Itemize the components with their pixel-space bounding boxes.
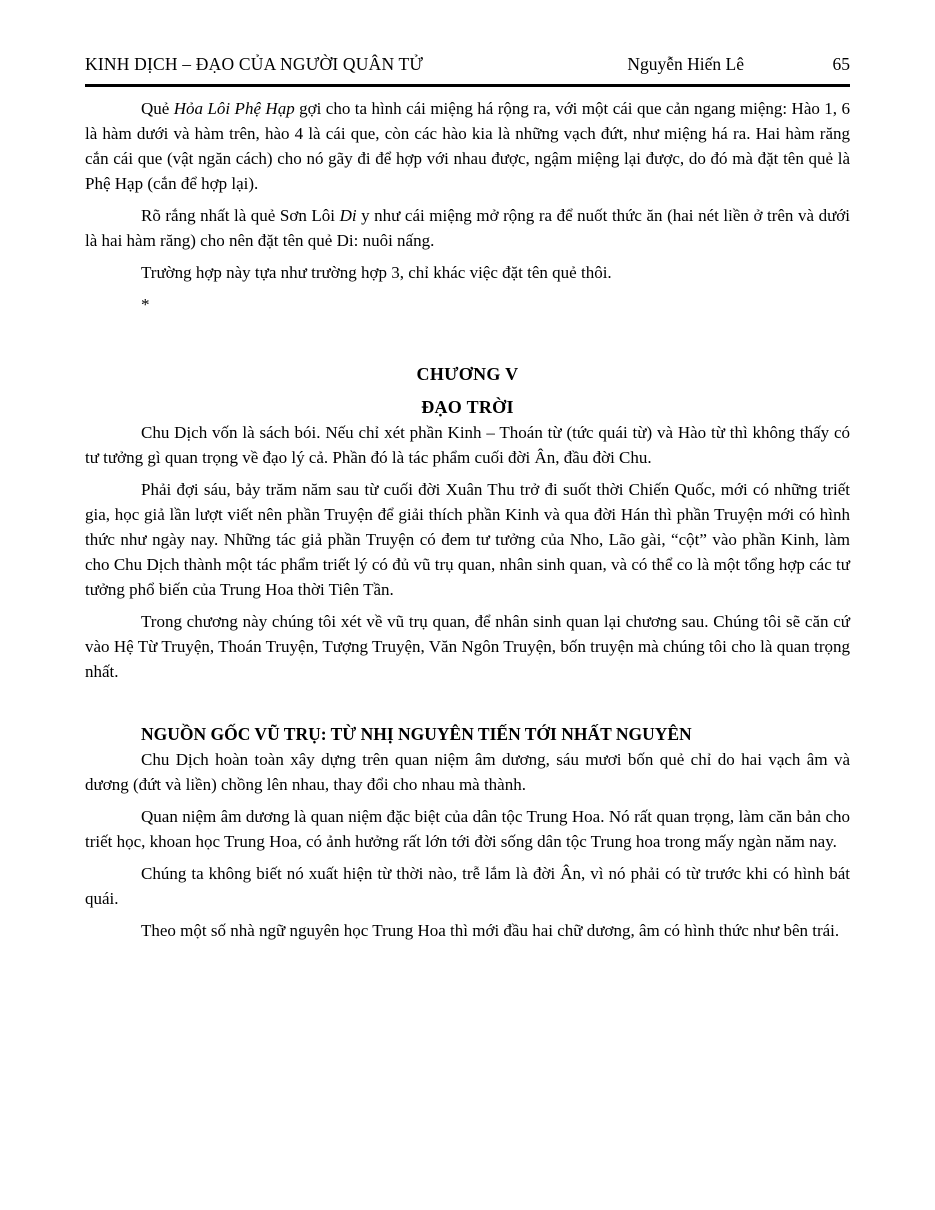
paragraph-text: y như cái miệng mở rộng ra để nuốt thức ăn (hai nét liền ở trên và dưới là hai hàm răng) cho nên đặt tên quẻ Di: nuôi nấng. (85, 206, 850, 250)
paragraph-son-loi-di (85, 203, 850, 253)
paragraph-quan-niem: Quan niệm âm dương là quan niệm đặc biệt của dân tộc Trung Hoa. Nó rất quan trọng, làm căn bản cho triết học, khoan học Trung Hoa, có ảnh hưởng rất lớn tới đời sống dân tộc Trung hoa trong mấy ngàn năm nay. (85, 807, 850, 851)
chapter-title: CHƯƠNG V (416, 364, 519, 384)
paragraph-text: Rõ rắng nhất là quẻ Sơn Lôi (141, 206, 340, 225)
paragraph-chu-dich-von: Chu Dịch vốn là sách bói. Nếu chỉ xét phần Kinh – Thoán từ (tức quái từ) và Hào từ thì không thấy có tư tưởng gì quan trọng về đạo lý cả. Phần đó là tác phẩm cuối đời Ân, đầu đời Chu. (85, 423, 850, 467)
chapter-subtitle: ĐẠO TRỜI (421, 397, 514, 417)
running-header (85, 0, 850, 75)
paragraph-text: Quẻ (141, 99, 174, 118)
paragraph-chu-dich-hoan-toan: Chu Dịch hoàn toàn xây dựng trên quan niệm âm dương, sáu mươi bốn quẻ chỉ do hai vạch âm và dương (đứt và liền) chồng lên nhau, thay đổi cho nhau mà thành. (85, 750, 850, 794)
chapter-heading-block (85, 362, 850, 420)
hexagram-name-italic: Di (339, 206, 357, 225)
paragraph-chung-ta: Chúng ta không biết nó xuất hiện từ thời nào, trễ lắm là đời Ân, vì nó phải có từ trước khi có hình bát quái. (85, 864, 850, 908)
paragraph-text: gợi cho ta hình cái miệng há rộng ra, với một cái que cản ngang miệng: Hào 1, 6 là hàm dưới và hàm trên, hào 4 là cái que, còn các hào kia là những vạch đứt, như miệng há ra. Hai hàm răng cắn cái que (vật ngăn cách) cho nó gãy đi để hợp với nhau được, ngậm miệng lại được, do đó mà đặt tên quẻ là Phệ Hạp (cắn để hợp lại). (85, 99, 850, 193)
hexagram-name-italic: Hỏa Lôi Phệ Hạp (173, 99, 295, 118)
page-number: 65 (832, 54, 850, 74)
section-heading: NGUỒN GỐC VŨ TRỤ: TỪ NHỊ NGUYÊN TIẾN TỚI NHẤT NGUYÊN (141, 724, 692, 744)
page-body (85, 87, 850, 943)
paragraph-phe-hap (85, 96, 850, 196)
book-title: KINH DỊCH – ĐẠO CỦA NGƯỜI QUÂN TỬ (85, 54, 424, 74)
paragraph-theo-mot-so: Theo một số nhà ngữ nguyên học Trung Hoa thì mới đầu hai chữ dương, âm có hình thức như bên trái. (141, 921, 840, 940)
paragraph-truong-hop: Trường hợp này tựa như trường hợp 3, chỉ khác việc đặt tên quẻ thôi. (141, 263, 612, 282)
paragraph-trong-chuong: Trong chương này chúng tôi xét về vũ trụ quan, để nhân sinh quan lại chương sau. Chúng tôi sẽ căn cứ vào Hệ Từ Truyện, Thoán Truyện, Tượng Truyện, Văn Ngôn Truyện, bốn truyện mà chúng tôi cho là quan trọng nhất. (85, 612, 850, 681)
author-name: Nguyễn Hiến Lê (627, 54, 744, 74)
asterisk-separator: * (141, 295, 150, 314)
paragraph-phai-doi: Phải đợi sáu, bảy trăm năm sau từ cuối đời Xuân Thu trở đi suốt thời Chiến Quốc, mới có những triết gia, học giả lần lượt viết nên phần Truyện để giải thích phần Kinh và qua đời Hán thì phần Truyện mới có hình thức như ngày nay. Những tác giả phần Truyện có đem tư tưởng của Nho, Lão gài, “cột” vào phần Kinh, làm cho Chu Dịch thành một tác phẩm triết lý có đủ vũ trụ quan, nhân sinh quan, và có thể co là một tổng hợp các tư tưởng phổ biến của Trung Hoa thời Tiên Tần. (85, 480, 850, 599)
